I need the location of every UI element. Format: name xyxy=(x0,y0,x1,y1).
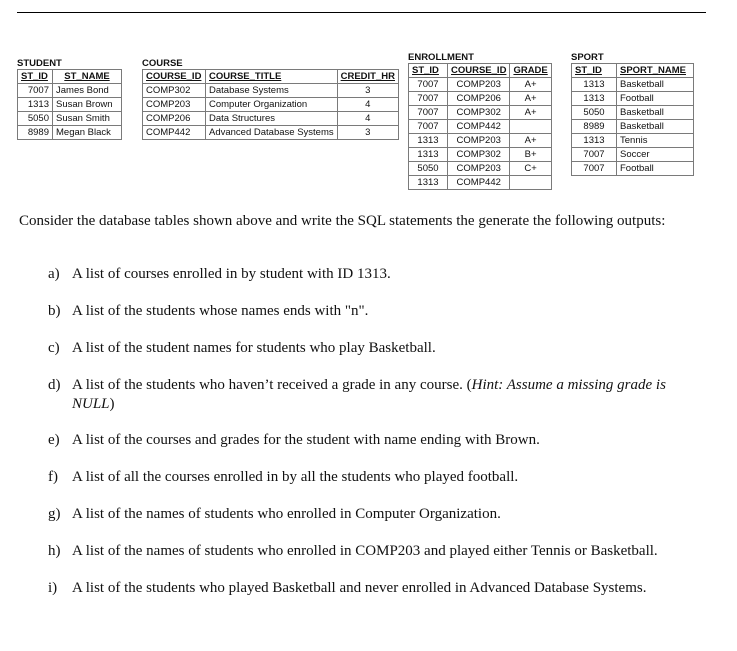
enrollment-header-st-id: ST_ID xyxy=(409,64,448,78)
student-table-cell: Susan Smith xyxy=(53,112,122,126)
question-label: c) xyxy=(48,340,60,356)
question-text: A list of the names of students who enrolled in Computer Organization. xyxy=(72,506,501,522)
enrollment-table-row xyxy=(409,92,552,106)
course-table-row xyxy=(143,112,399,126)
enrollment-table-cell: B+ xyxy=(510,148,551,162)
enrollment-table-cell: 7007 xyxy=(409,78,448,92)
question-text: A list of the students whose names ends with "n". xyxy=(72,303,369,319)
enrollment-table-cell: C+ xyxy=(510,162,551,176)
sport-table-cell: 7007 xyxy=(572,148,617,162)
enrollment-table-block xyxy=(408,52,552,190)
student-table-title: STUDENT xyxy=(17,58,62,69)
question-text: A list of the student names for students who play Basketball. xyxy=(72,340,436,356)
enrollment-table-cell: 7007 xyxy=(409,106,448,120)
sport-table-cell: Basketball xyxy=(617,120,694,134)
sport-table-cell: 5050 xyxy=(572,106,617,120)
sport-table-row xyxy=(572,92,694,106)
student-table-row xyxy=(18,112,122,126)
student-table-body xyxy=(18,84,122,140)
student-table xyxy=(17,69,122,140)
sport-table-cell: 1313 xyxy=(572,92,617,106)
enrollment-table-cell: A+ xyxy=(510,92,551,106)
student-table-block xyxy=(17,58,122,140)
enrollment-table-row xyxy=(409,162,552,176)
enrollment-table-cell: 7007 xyxy=(409,120,448,134)
sport-table-cell: Football xyxy=(617,92,694,106)
sport-table-row xyxy=(572,134,694,148)
sport-table-cell: 1313 xyxy=(572,78,617,92)
course-table-cell: COMP203 xyxy=(143,98,206,112)
question-hint: Hint: Assume a missing grade is NULL xyxy=(72,377,666,412)
enrollment-table-cell: COMP206 xyxy=(448,92,510,106)
enrollment-table-cell: 1313 xyxy=(409,176,448,190)
question-label: i) xyxy=(48,580,58,596)
course-table-title: COURSE xyxy=(142,58,183,69)
question-text: A list of the courses and grades for the student with name ending with Brown. xyxy=(72,432,540,448)
enrollment-table-cell: COMP203 xyxy=(448,162,510,176)
enrollment-table-cell: COMP203 xyxy=(448,78,510,92)
enrollment-table-cell: COMP302 xyxy=(448,148,510,162)
course-table-block xyxy=(142,58,399,140)
top-rule xyxy=(17,12,706,13)
question-a xyxy=(48,265,708,284)
enrollment-table-row xyxy=(409,106,552,120)
question-d xyxy=(48,376,708,414)
student-table-row xyxy=(18,126,122,140)
sport-table-block xyxy=(571,52,694,176)
sport-table-cell: Soccer xyxy=(617,148,694,162)
sport-table-title: SPORT xyxy=(571,52,604,63)
enrollment-table-title: ENROLLMENT xyxy=(408,52,474,63)
enrollment-table-cell: COMP442 xyxy=(448,176,510,190)
student-table-cell: James Bond xyxy=(53,84,122,98)
enrollment-table-row xyxy=(409,78,552,92)
question-i xyxy=(48,579,708,598)
question-label: f) xyxy=(48,469,58,485)
student-table-cell: 5050 xyxy=(18,112,53,126)
course-table-cell: Computer Organization xyxy=(206,98,338,112)
student-table-cell: Susan Brown xyxy=(53,98,122,112)
enrollment-table-body xyxy=(409,78,552,190)
question-g xyxy=(48,505,708,524)
enrollment-table-cell xyxy=(510,176,551,190)
course-table-row xyxy=(143,98,399,112)
course-table-cell: COMP442 xyxy=(143,126,206,140)
sport-header-sport-name: SPORT_NAME xyxy=(617,64,694,78)
student-table-cell: 8989 xyxy=(18,126,53,140)
enrollment-table-row xyxy=(409,134,552,148)
course-table-row xyxy=(143,84,399,98)
enrollment-table-row xyxy=(409,176,552,190)
enrollment-table-cell: 1313 xyxy=(409,148,448,162)
enrollment-table-cell: A+ xyxy=(510,78,551,92)
enrollment-table-cell: 7007 xyxy=(409,92,448,106)
enrollment-table-cell: 5050 xyxy=(409,162,448,176)
course-header-course-title: COURSE_TITLE xyxy=(206,70,338,84)
sport-table-cell: 8989 xyxy=(572,120,617,134)
question-c xyxy=(48,339,708,358)
course-table-cell: Advanced Database Systems xyxy=(206,126,338,140)
sport-table-row xyxy=(572,148,694,162)
question-f xyxy=(48,468,708,487)
question-label: a) xyxy=(48,266,60,282)
sport-table-row xyxy=(572,120,694,134)
sport-table-cell: Basketball xyxy=(617,78,694,92)
sport-table xyxy=(571,63,694,176)
question-label: d) xyxy=(48,377,61,393)
question-text-after: ) xyxy=(109,396,115,412)
question-label: e) xyxy=(48,432,60,448)
question-text: A list of all the courses enrolled in by all the students who played football. xyxy=(72,469,519,485)
enrollment-table-cell: COMP203 xyxy=(448,134,510,148)
course-table-cell: 4 xyxy=(337,98,398,112)
question-text: A list of the students who played Basketball and never enrolled in Advanced Database Systems. xyxy=(72,580,647,596)
enrollment-table-row xyxy=(409,120,552,134)
sport-table-row xyxy=(572,106,694,120)
student-table-cell: 7007 xyxy=(18,84,53,98)
student-table-cell: Megan Black xyxy=(53,126,122,140)
course-table-cell: Data Structures xyxy=(206,112,338,126)
question-label: h) xyxy=(48,543,61,559)
student-table-row xyxy=(18,84,122,98)
question-text: A list of courses enrolled in by student with ID 1313. xyxy=(72,266,391,282)
sport-table-cell: Football xyxy=(617,162,694,176)
student-header-st-id: ST_ID xyxy=(18,70,53,84)
course-table-row xyxy=(143,126,399,140)
student-header-st-name: ST_NAME xyxy=(53,70,122,84)
sport-table-body xyxy=(572,78,694,176)
enrollment-table-row xyxy=(409,148,552,162)
question-label: b) xyxy=(48,303,61,319)
question-e xyxy=(48,431,708,450)
enrollment-table xyxy=(408,63,552,190)
student-table-row xyxy=(18,98,122,112)
enrollment-header-grade: GRADE xyxy=(510,64,551,78)
enrollment-table-cell: A+ xyxy=(510,106,551,120)
enrollment-table-cell: A+ xyxy=(510,134,551,148)
question-h xyxy=(48,542,708,561)
enrollment-table-cell: COMP302 xyxy=(448,106,510,120)
course-table-cell: COMP302 xyxy=(143,84,206,98)
sport-header-st-id: ST_ID xyxy=(572,64,617,78)
question-b xyxy=(48,302,708,321)
question-text-with-hint xyxy=(72,376,708,414)
enrollment-table-cell: 1313 xyxy=(409,134,448,148)
enrollment-header-course-id: COURSE_ID xyxy=(448,64,510,78)
course-table-cell: COMP206 xyxy=(143,112,206,126)
question-text: A list of the names of students who enrolled in COMP203 and played either Tennis or Basketball. xyxy=(72,543,658,559)
course-table-cell: 4 xyxy=(337,112,398,126)
sport-table-row xyxy=(572,78,694,92)
student-table-cell: 1313 xyxy=(18,98,53,112)
sport-table-cell: 1313 xyxy=(572,134,617,148)
course-header-credit-hr: CREDIT_HR xyxy=(337,70,398,84)
enrollment-table-cell: COMP442 xyxy=(448,120,510,134)
sport-table-cell: Tennis xyxy=(617,134,694,148)
course-table-body xyxy=(143,84,399,140)
sport-table-cell: 7007 xyxy=(572,162,617,176)
course-table-cell: 3 xyxy=(337,126,398,140)
enrollment-table-cell xyxy=(510,120,551,134)
instructions-paragraph: Consider the database tables shown above and write the SQL statements the generate the following outputs: xyxy=(19,213,666,229)
course-header-course-id: COURSE_ID xyxy=(143,70,206,84)
question-label: g) xyxy=(48,506,61,522)
course-table-cell: 3 xyxy=(337,84,398,98)
question-text: A list of the students who haven’t received a grade in any course. ( xyxy=(72,377,472,393)
course-table-cell: Database Systems xyxy=(206,84,338,98)
sport-table-row xyxy=(572,162,694,176)
course-table xyxy=(142,69,399,140)
sport-table-cell: Basketball xyxy=(617,106,694,120)
